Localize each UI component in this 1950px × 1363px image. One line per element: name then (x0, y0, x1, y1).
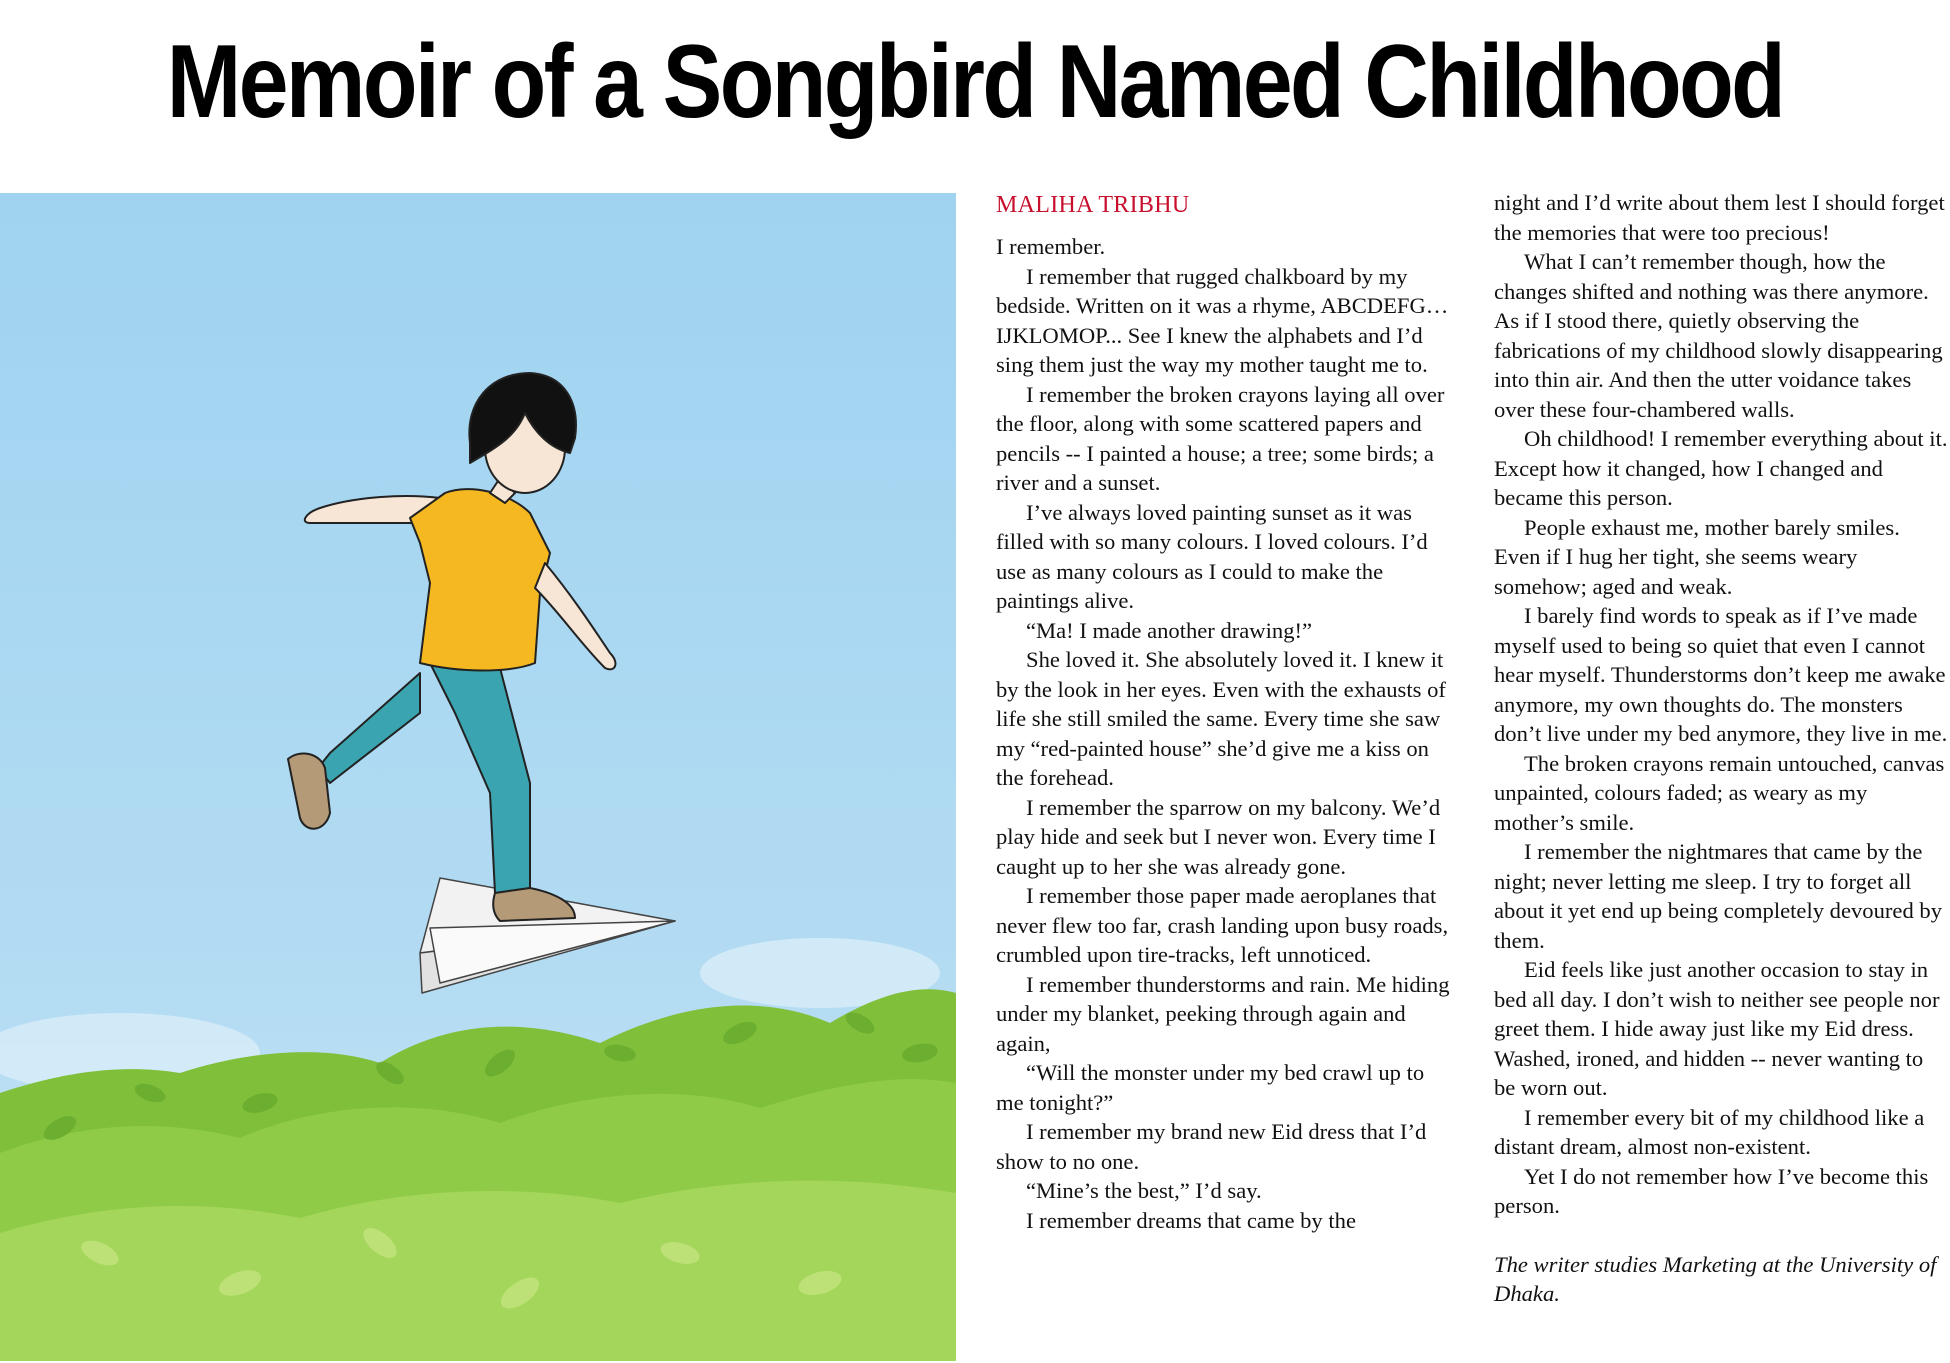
paragraph: I’ve always loved painting sunset as it was filled with so many colours. I loved colours. I’d use as many colours as I could to make the paintings alive. (996, 499, 1428, 613)
paragraph: People exhaust me, mother barely smiles. Even if I hug her tight, she seems weary somehow; aged and weak. (1494, 514, 1900, 599)
paragraph: I remember every bit of my childhood like a distant dream, almost non-existent. (1494, 1104, 1925, 1159)
byline: MALIHA TRIBHU (996, 192, 1190, 218)
paragraph: I remember. (996, 234, 1106, 259)
paragraph: What I can’t remember though, how the changes shifted and nothing was there anymore. As if I stood there, quietly observing the fabrications of my childhood slowly disappearing into thin air. And then the utter voidance takes over these four-chambered walls. (1494, 249, 1943, 422)
paragraph: night and I’d write about them lest I should forget the memories that were too precious! (1494, 190, 1945, 245)
headline: Memoir of a Songbird Named Childhood (166, 24, 1784, 140)
paragraph: Yet I do not remember how I’ve become this person. (1494, 1163, 1929, 1218)
paragraph: I remember those paper made aeroplanes that never flew too far, crash landing upon busy roads, crumbled upon tire-tracks, left unnoticed. (996, 883, 1449, 967)
paragraph: I remember the nightmares that came by the night; never letting me sleep. I try to forget all about it yet end up being completely devoured by them. (1494, 839, 1942, 953)
paragraph: I barely find words to speak as if I’ve made myself used to being so quiet that even I cannot hear myself. Thunderstorms don’t keep me awake anymore, my own thoughts do. The monsters don’t live under my bed anymore, they live in me. (1494, 603, 1948, 746)
paragraph: She loved it. She absolutely loved it. I knew it by the look in her eyes. Even with the exhausts of life she still smiled the same. Every time she saw my “red-painted house” she’d give me a kiss on the forehead. (996, 647, 1446, 790)
paragraph: The broken crayons remain untouched, canvas unpainted, colours faded; as weary as my mother’s smile. (1494, 750, 1945, 835)
paragraph: I remember my brand new Eid dress that I’d show to no one. (996, 1119, 1427, 1174)
paragraph: “Mine’s the best,” I’d say. (1026, 1178, 1262, 1203)
article-column-2 (1494, 188, 1950, 1309)
illustration-girl-on-paper-plane (0, 193, 956, 1361)
article-column-1 (996, 232, 1456, 1235)
paragraph: “Ma! I made another drawing!” (1026, 617, 1313, 643)
paragraph: “Will the monster under my bed crawl up to me tonight?” (996, 1060, 1425, 1115)
author-credit: The writer studies Marketing at the University of Dhaka. (1494, 1251, 1937, 1306)
paragraph: I remember the sparrow on my balcony. We’d play hide and seek but I never won. Every time I caught up to her she was already gone. (996, 794, 1441, 879)
paragraph: I remember dreams that came by the (1026, 1207, 1356, 1233)
paragraph: I remember that rugged chalkboard by my bedside. Written on it was a rhyme, ABCDEFG… IJKLOMOP... See I knew the alphabets and I’d sing them just the way my mother taught me to. (996, 263, 1449, 377)
paragraph: I remember the broken crayons laying all over the floor, along with some scattered papers and pencils -- I painted a house; a tree; some birds; a river and a sunset. (996, 381, 1445, 495)
paragraph: Eid feels like just another occasion to stay in bed all day. I don’t wish to neither see people nor greet them. I hide away just like my Eid dress. Washed, ironed, and hidden -- never wanting to be worn out. (1494, 957, 1940, 1100)
paragraph: I remember thunderstorms and rain. Me hiding under my blanket, peeking through again and again, (996, 971, 1450, 1056)
paragraph: Oh childhood! I remember everything about it. Except how it changed, how I changed and became this person. (1494, 426, 1948, 510)
